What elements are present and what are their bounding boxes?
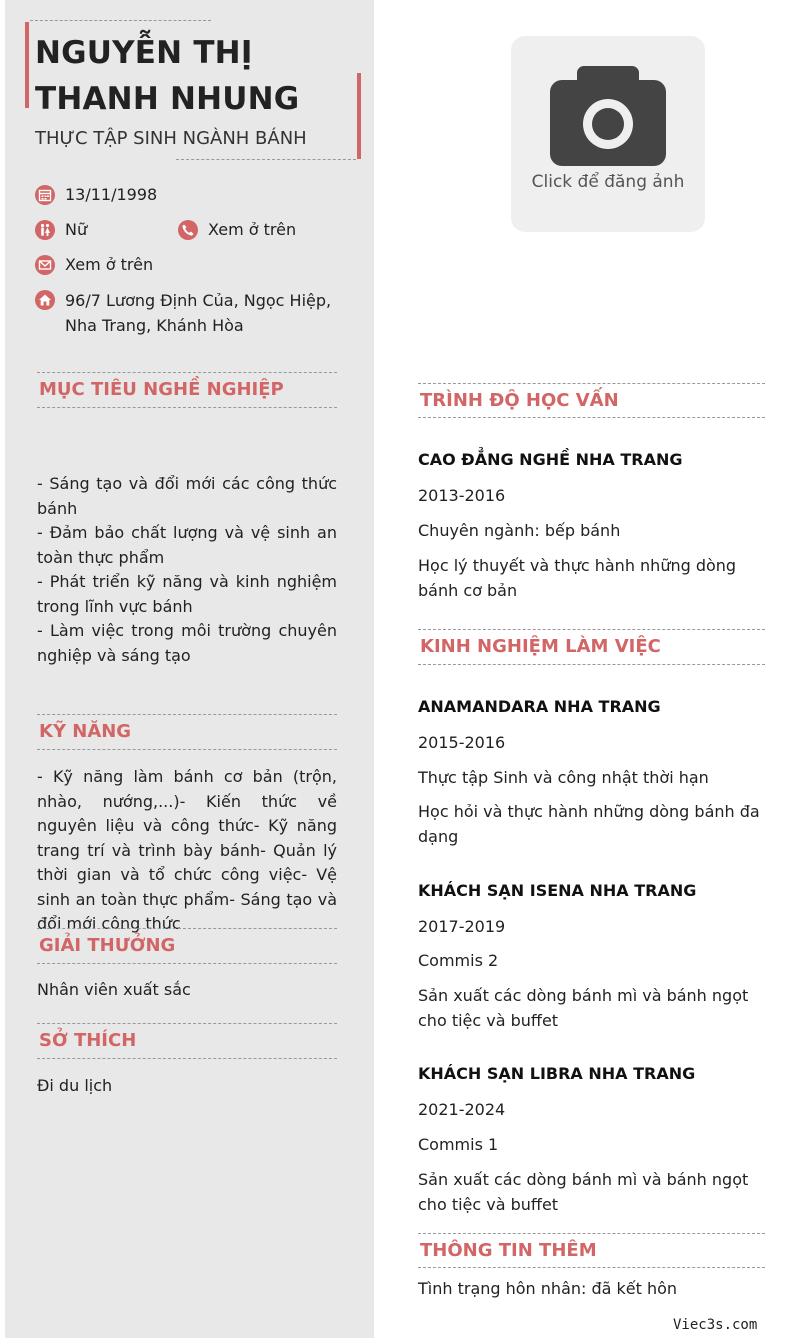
job-description: Học hỏi và thực hành những dòng bánh đa dạng: [418, 802, 760, 846]
accent-bar: [25, 22, 29, 108]
education-period: 2013-2016: [418, 486, 506, 505]
skills-text: - Kỹ năng làm bánh cơ bản (trộn, nhào, nướng,...)- Kiến thức về nguyên liệu và công thức- Kỹ năng trang trí và trình bày bánh- Quản lý thời gian và tổ chức công việc- Vệ sinh an toàn thực phẩm- Sáng tạo và đổi mới công thức: [37, 767, 337, 933]
candidate-name: NGUYỄN THỊ THANH NHUNG: [35, 35, 300, 117]
list-item: - Đảm bảo chất lượng và vệ sinh an toàn thực phẩm: [37, 523, 337, 567]
job-period: 2017-2019: [418, 917, 506, 936]
objective-list: [37, 472, 337, 668]
job-company: KHÁCH SẠN LIBRA NHA TRANG: [418, 1064, 696, 1083]
footer-brand: Viec3s.com: [673, 1317, 758, 1333]
objective-heading: MỤC TIÊU NGHỀ NGHIỆP: [37, 372, 337, 408]
job-position: Commis 1: [418, 1135, 499, 1154]
job-description: Sản xuất các dòng bánh mì và bánh ngọt cho tiệc và buffet: [418, 1170, 749, 1214]
hobbies-heading: SỞ THÍCH: [37, 1023, 337, 1059]
job-period: 2021-2024: [418, 1100, 506, 1119]
list-item: - Phát triển kỹ năng và kinh nghiệm trong lĩnh vực bánh: [37, 572, 337, 616]
accent-bar: [357, 73, 361, 159]
address-value: 96/7 Lương Định Của, Ngọc Hiệp, Nha Trang, Khánh Hòa: [65, 291, 332, 335]
gender-icon: [35, 220, 55, 240]
hobbies-text: Đi du lịch: [37, 1076, 113, 1095]
list-item: - Sáng tạo và đổi mới các công thức bánh: [37, 474, 337, 518]
camera-icon: [549, 64, 667, 168]
job-position: Commis 2: [418, 951, 499, 970]
divider: [176, 159, 356, 160]
email-row: [35, 255, 153, 275]
additional-text: Tình trạng hôn nhân: đã kết hôn: [418, 1279, 678, 1298]
phone-icon: [178, 220, 198, 240]
list-item: - Làm việc trong môi trường chuyên nghiệp và sáng tạo: [37, 621, 337, 665]
calendar-icon: [35, 185, 55, 205]
education-school: CAO ĐẲNG NGHỀ NHA TRANG: [418, 450, 683, 469]
awards-heading: GIẢI THƯỞNG: [37, 928, 337, 964]
job-company: KHÁCH SẠN ISENA NHA TRANG: [418, 881, 697, 900]
avatar-upload[interactable]: [511, 36, 705, 232]
mail-icon: [35, 255, 55, 275]
job-description: Sản xuất các dòng bánh mì và bánh ngọt cho tiệc và buffet: [418, 986, 749, 1030]
education-description: Học lý thuyết và thực hành những dòng bánh cơ bản: [418, 556, 737, 600]
job-company: ANAMANDARA NHA TRANG: [418, 697, 661, 716]
birthdate-row: [35, 185, 157, 205]
skills-heading: KỸ NĂNG: [37, 714, 337, 750]
additional-heading: THÔNG TIN THÊM: [418, 1233, 765, 1268]
birthdate-value: 13/11/1998: [65, 185, 158, 204]
divider: [30, 20, 211, 21]
job-period: 2015-2016: [418, 733, 506, 752]
home-icon: [35, 290, 55, 310]
avatar-label: Click để đăng ảnh: [531, 172, 685, 192]
address-row: [35, 289, 335, 338]
phone-row: [178, 220, 296, 240]
experience-heading: KINH NGHIỆM LÀM VIỆC: [418, 629, 765, 665]
phone-value: Xem ở trên: [208, 220, 297, 239]
email-value: Xem ở trên: [65, 255, 154, 274]
education-heading: TRÌNH ĐỘ HỌC VẤN: [418, 383, 765, 418]
job-title: THỰC TẬP SINH NGÀNH BÁNH: [35, 128, 307, 149]
awards-text: Nhân viên xuất sắc: [37, 980, 191, 999]
job-position: Thực tập Sinh và công nhật thời hạn: [418, 768, 709, 787]
gender-value: Nữ: [65, 220, 88, 239]
education-major: Chuyên ngành: bếp bánh: [418, 521, 621, 540]
gender-row: [35, 220, 87, 240]
